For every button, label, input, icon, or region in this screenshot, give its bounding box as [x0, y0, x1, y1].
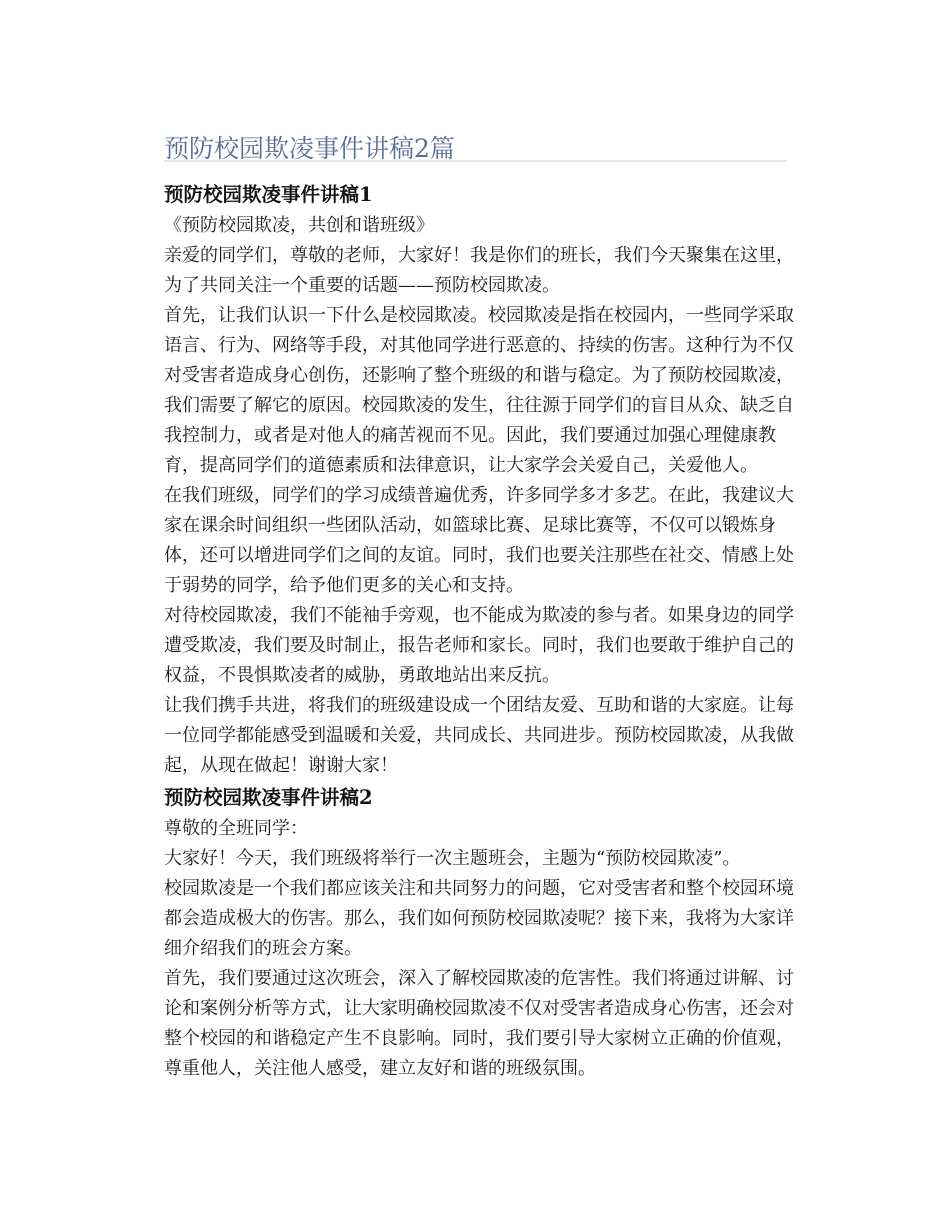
document-title: 预防校园欺凌事件讲稿2篇 [164, 133, 455, 163]
section-2-paragraph: 尊敬的全班同学： [164, 818, 308, 839]
section-1-paragraph: 亲爱的同学们，尊敬的老师，大家好！我是你们的班长，我们今天聚集在这里，为了共同关注一个重要的话题——预防校园欺凌。 [164, 245, 794, 296]
section-1-heading: 预防校园欺凌事件讲稿1 [164, 183, 373, 206]
section-2-paragraph: 大家好！今天，我们班级将举行一次主题班会，主题为“预防校园欺凌”。 [164, 848, 741, 869]
section-2-paragraph: 校园欺凌是一个我们都应该关注和共同努力的问题，它对受害者和整个校园环境都会造成极大的伤害。那么，我们如何预防校园欺凌呢？接下来，我将为大家详细介绍我们的班会方案。 [164, 878, 794, 959]
section-1-paragraph: 首先，让我们认识一下什么是校园欺凌。校园欺凌是指在校园内，一些同学采取语言、行为、网络等手段，对其他同学进行恶意的、持续的伤害。这种行为不仅对受害者造成身心创伤，还影响了整个班级的和谐与稳定。为了预防校园欺凌，我们需要了解它的原因。校园欺凌的发生，往往源于同学们的盲目从众、缺乏自我控制力，或者是对他人的痛苦视而不见。因此，我们要通过加强心理健康教育，提高同学们的道德素质和法律意识，让大家学会关爱自己，关爱他人。 [164, 305, 794, 476]
section-2-heading: 预防校园欺凌事件讲稿2 [164, 786, 373, 809]
document-body [164, 178, 796, 1084]
section-1-paragraph: 对待校园欺凌，我们不能袖手旁观，也不能成为欺凌的参与者。如果身边的同学遭受欺凌，我们要及时制止，报告老师和家长。同时，我们也要敢于维护自己的权益，不畏惧欺凌者的威胁，勇敢地站出来反抗。 [164, 605, 794, 686]
section-1-paragraph: 让我们携手共进，将我们的班级建设成一个团结友爱、互助和谐的大家庭。让每一位同学都能感受到温暖和关爱，共同成长、共同进步。预防校园欺凌，从我做起，从现在做起！谢谢大家！ [164, 695, 794, 776]
title-divider [164, 160, 787, 162]
section-1-paragraph: 《预防校园欺凌，共创和谐班级》 [164, 215, 434, 236]
section-1-paragraph: 在我们班级，同学们的学习成绩普遍优秀，许多同学多才多艺。在此，我建议大家在课余时间组织一些团队活动，如篮球比赛、足球比赛等，不仅可以锻炼身体，还可以增进同学们之间的友谊。同时，我们也要关注那些在社交、情感上处于弱势的同学，给予他们更多的关心和支持。 [164, 485, 794, 596]
section-2-paragraph: 首先，我们要通过这次班会，深入了解校园欺凌的危害性。我们将通过讲解、讨论和案例分析等方式，让大家明确校园欺凌不仅对受害者造成身心伤害，还会对整个校园的和谐稳定产生不良影响。同时，我们要引导大家树立正确的价值观，尊重他人，关注他人感受，建立友好和谐的班级氛围。 [164, 968, 794, 1079]
